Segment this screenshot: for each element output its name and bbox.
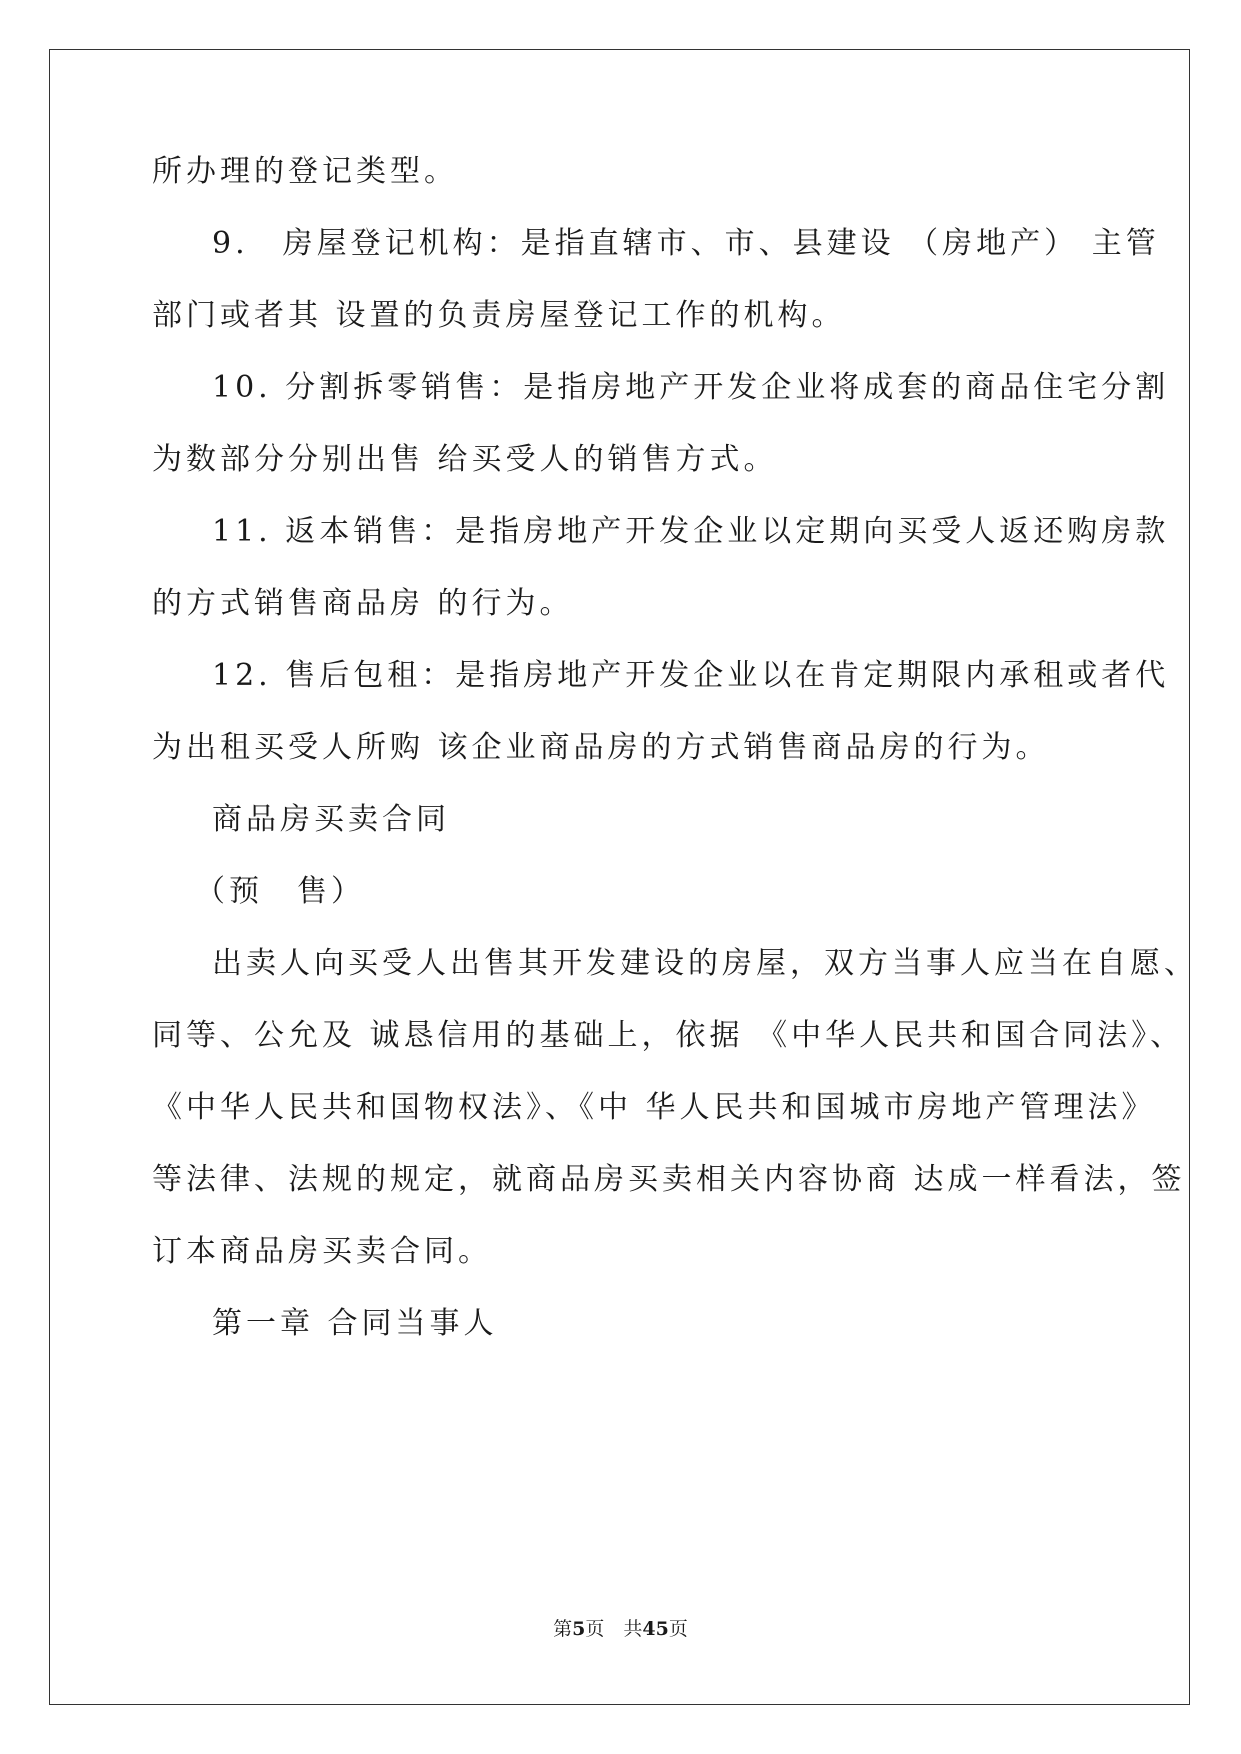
text-line: 出卖人向买受人出售其开发建设的房屋，双方当事人应当在自愿、 — [212, 946, 1198, 981]
text-line: 9. 房屋登记机构：是指直辖市、市、县建设 （房地产） 主管 — [212, 226, 1160, 261]
chapter-heading: 第一章 合同当事人 — [212, 1306, 498, 1341]
text-line: 所办理的登记类型。 — [152, 154, 458, 189]
text-line: 为出租买受人所购 该企业商品房的方式销售商品房的行为。 — [152, 730, 1050, 765]
text-line: 11. 返本销售：是指房地产开发企业以定期向买受人返还购房款 — [212, 514, 1170, 549]
text-line: 12. 售后包租：是指房地产开发企业以在肯定期限内承租或者代 — [212, 658, 1170, 693]
section-subheading: （预 售） — [195, 874, 365, 909]
text-line: 《中华人民共和国物权法》、《中 华人民共和国城市房地产管理法》 — [152, 1090, 1156, 1125]
current-page-number: 5 — [572, 1618, 586, 1640]
section-heading: 商品房买卖合同 — [212, 802, 450, 837]
text-line: 部门或者其 设置的负责房屋登记工作的机构。 — [152, 298, 846, 333]
text-line: 等法律、法规的规定，就商品房买卖相关内容协商 达成一样看法，签 — [152, 1162, 1186, 1197]
footer-total-prefix: 共 — [623, 1618, 643, 1640]
text-line: 同等、公允及 诚恳信用的基础上，依据 《中华人民共和国合同法》、 — [152, 1018, 1185, 1053]
total-page-count: 45 — [642, 1618, 669, 1640]
text-line: 为数部分分别出售 给买受人的销售方式。 — [152, 442, 778, 477]
footer-prefix: 第 — [553, 1618, 573, 1640]
text-line: 10. 分割拆零销售：是指房地产开发企业将成套的商品住宅分割 — [212, 370, 1170, 405]
page-footer — [0, 1617, 1241, 1641]
text-line: 的方式销售商品房 的行为。 — [152, 586, 574, 621]
footer-total-unit: 页 — [668, 1618, 688, 1640]
text-line: 订本商品房买卖合同。 — [152, 1234, 492, 1269]
footer-page-unit: 页 — [585, 1618, 605, 1640]
